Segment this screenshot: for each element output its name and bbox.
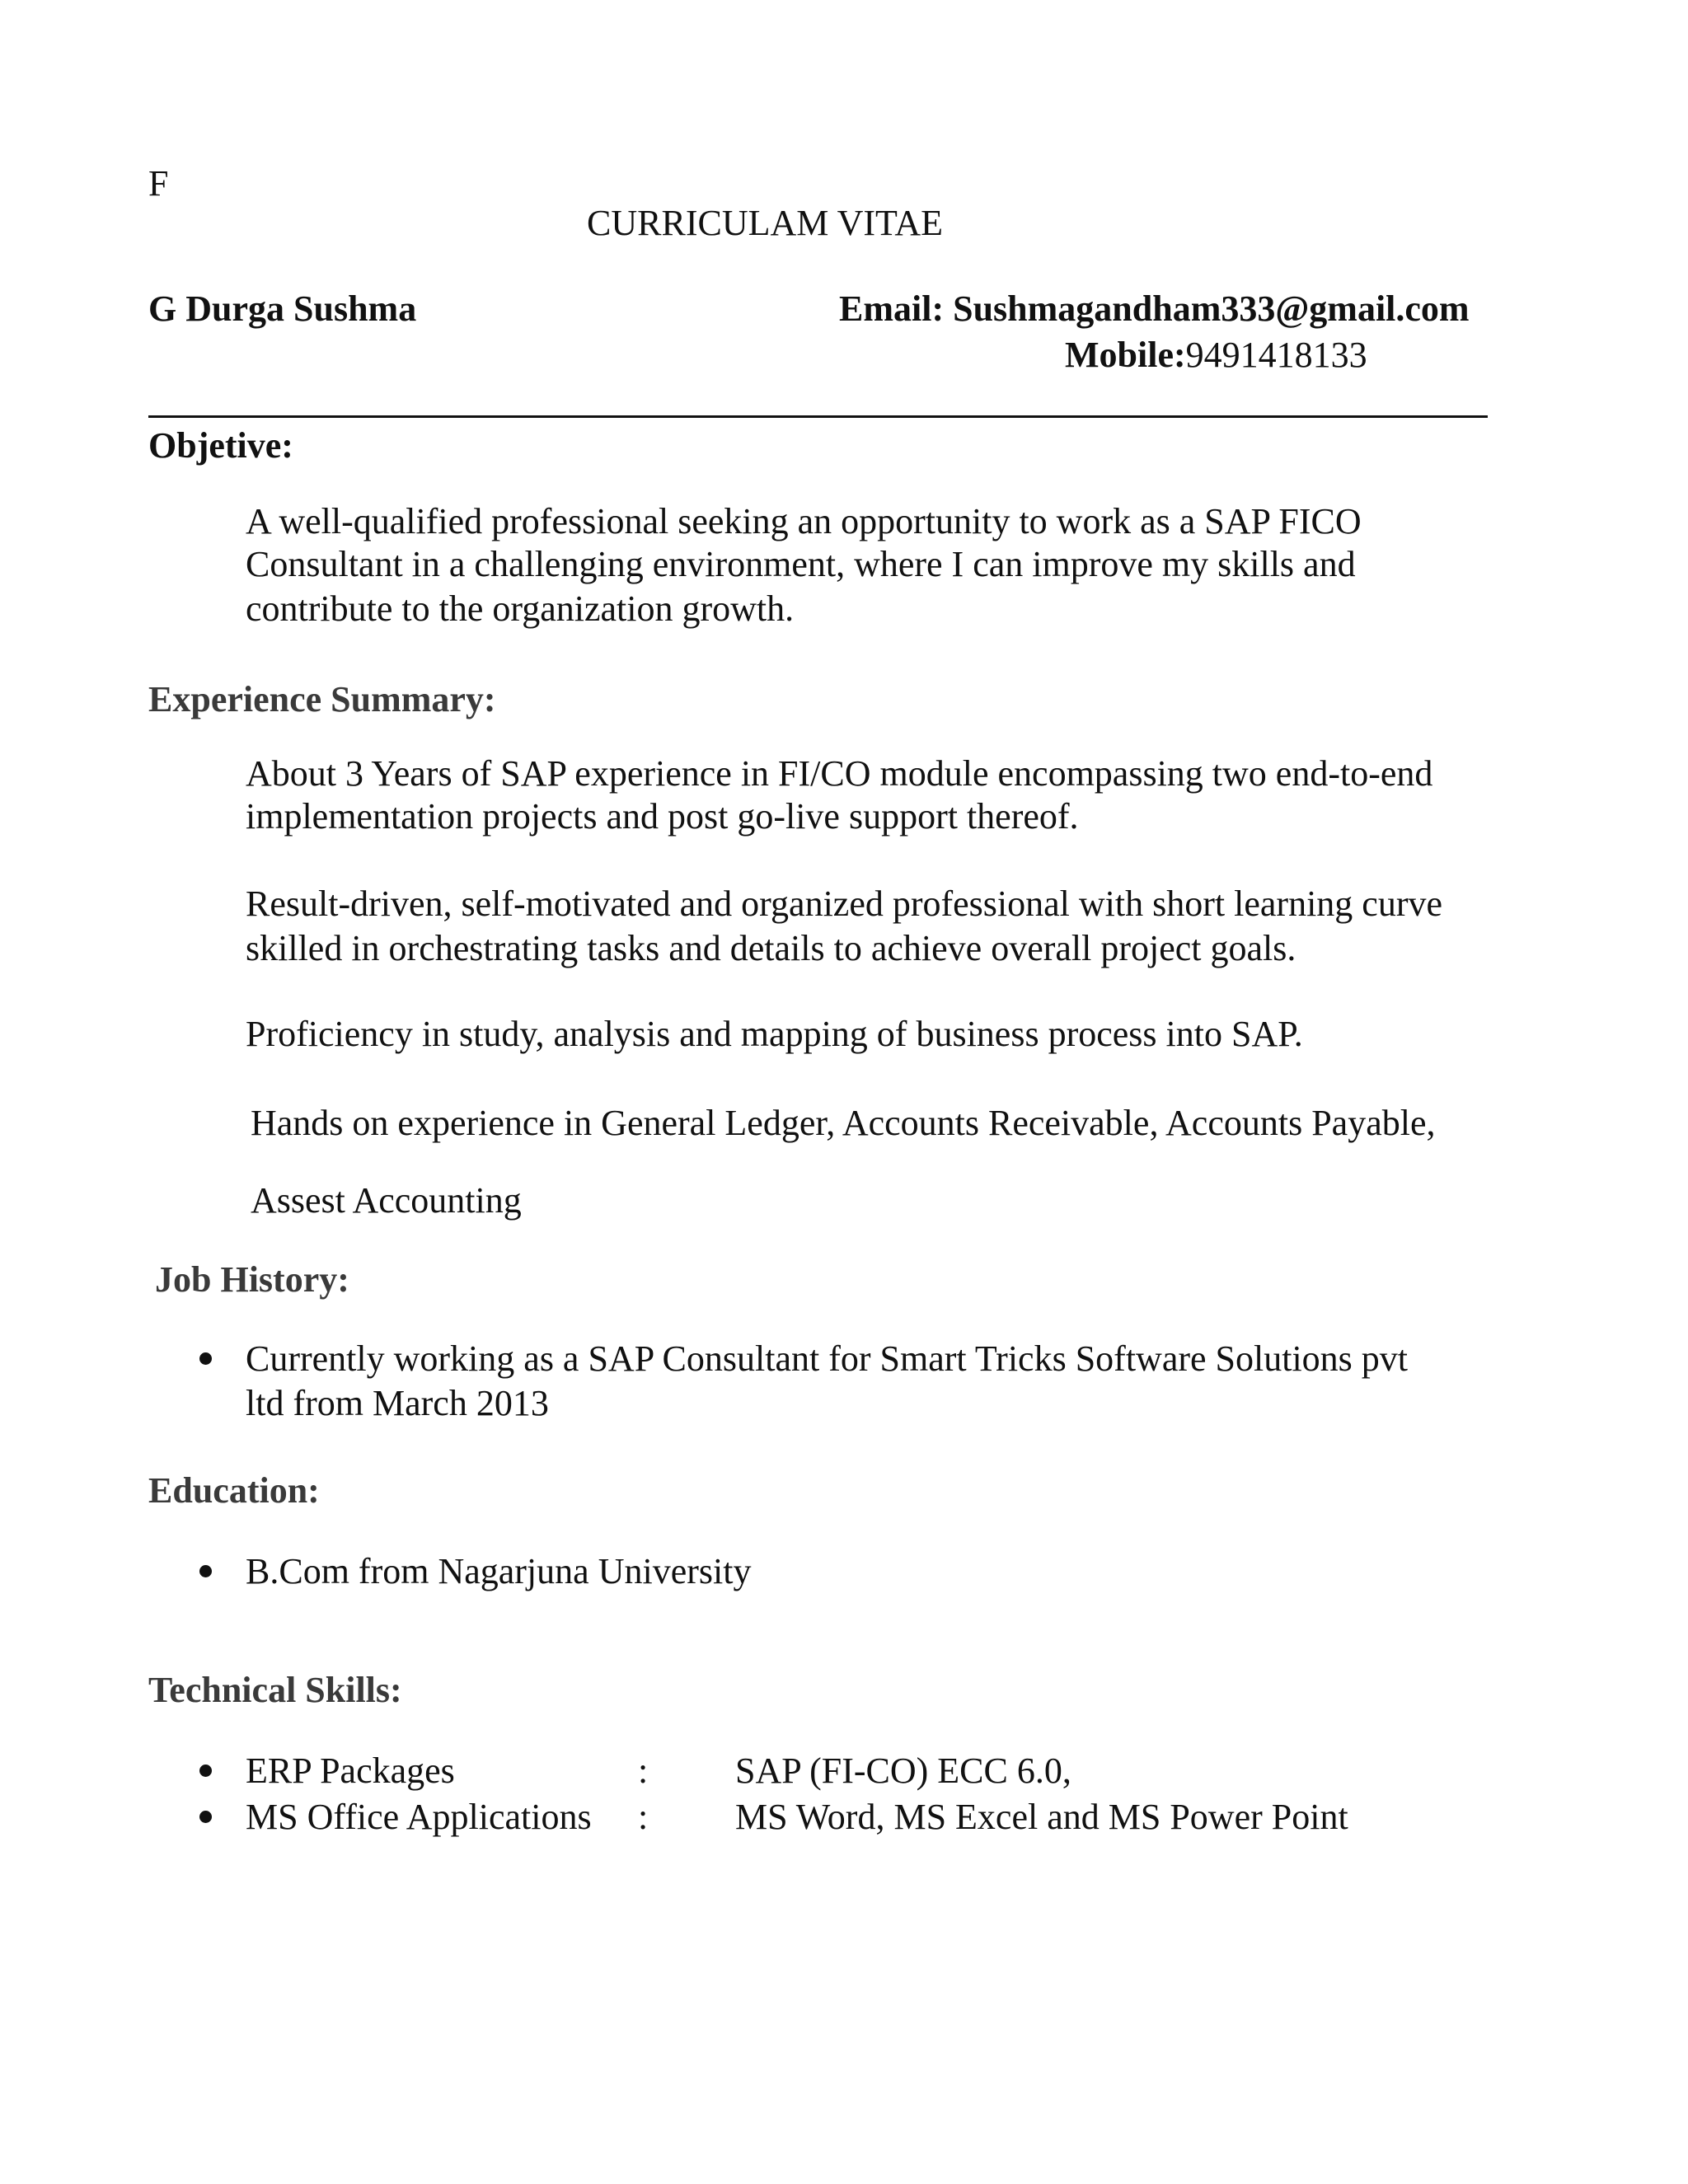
skill-label: ERP Packages [246,1750,455,1791]
email-label: Email: [839,288,945,329]
job-history-line: Currently working as a SAP Consultant for Smart Tricks Software Solutions pvt [246,1338,1409,1379]
objective-heading: Objetive: [148,425,293,466]
email-value: Sushmagandham333@gmail.com [953,288,1470,329]
objective-line: Consultant in a challenging environment, where I can improve my skills and [246,544,1356,584]
job-history-heading: Job History: [155,1259,349,1300]
job-history-line: ltd from March 2013 [246,1383,549,1423]
skill-separator: : [638,1750,649,1791]
mobile-value: 9491418133 [1185,335,1367,375]
bullet-icon [199,1811,212,1823]
experience-heading: Experience Summary: [148,679,496,719]
email-line [839,287,1470,331]
document-title: CURRICULAM VITAE [587,203,944,243]
header-divider [148,415,1488,418]
mobile-line [1065,333,1367,377]
objective-line: contribute to the organization growth. [246,588,795,629]
skill-value: MS Word, MS Excel and MS Power Point [735,1797,1348,1837]
experience-line: Proficiency in study, analysis and mapping of business process into SAP. [246,1014,1303,1054]
skill-separator: : [638,1797,649,1837]
skills-heading: Technical Skills: [148,1670,402,1710]
corner-letter: F [148,163,169,204]
education-heading: Education: [148,1470,320,1511]
experience-line: skilled in orchestrating tasks and details to achieve overall project goals. [246,928,1296,968]
experience-line: Result-driven, self-motivated and organized professional with short learning curve [246,883,1442,924]
experience-line: Assest Accounting [251,1180,522,1221]
experience-line: implementation projects and post go-live support thereof. [246,796,1079,837]
skill-value: SAP (FI-CO) ECC 6.0, [735,1750,1071,1791]
experience-line: Hands on experience in General Ledger, Accounts Receivable, Accounts Payable, [251,1103,1436,1143]
candidate-name: G Durga Sushma [148,288,417,329]
experience-line: About 3 Years of SAP experience in FI/CO module encompassing two end-to-end [246,753,1433,794]
bullet-icon [199,1565,212,1577]
skill-label: MS Office Applications [246,1797,592,1837]
mobile-label: Mobile: [1065,335,1186,375]
bullet-icon [199,1352,212,1365]
bullet-icon [199,1765,212,1777]
education-item: B.Com from Nagarjuna University [246,1551,752,1591]
objective-line: A well-qualified professional seeking an opportunity to work as a SAP FICO [246,501,1362,541]
